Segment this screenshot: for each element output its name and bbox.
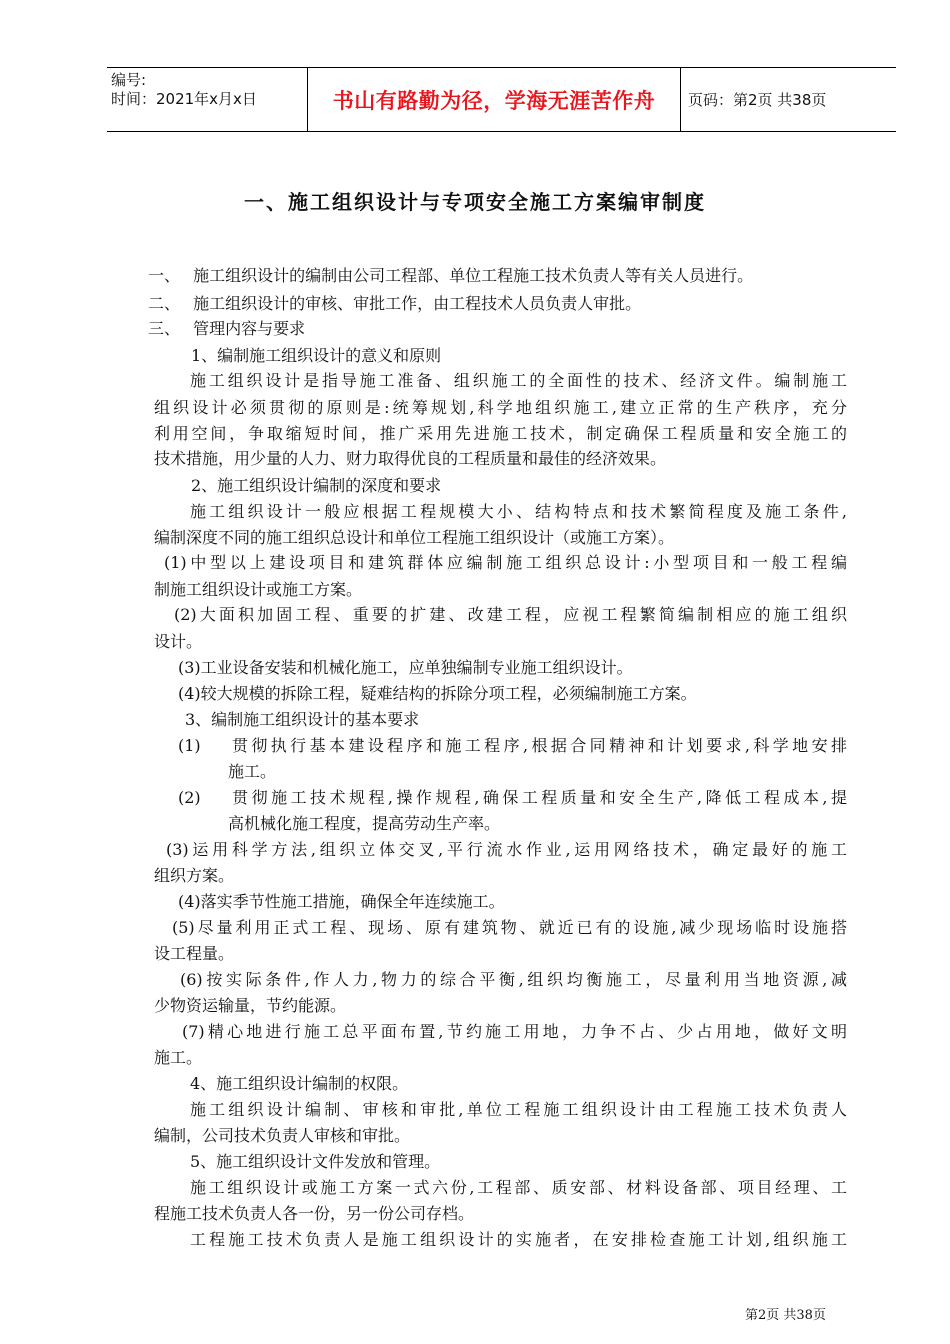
body-line: (1) 贯彻执行基本建设程序和施工程序,根据合同精神和计划要求,科学地安排: [178, 736, 847, 755]
body-line: 5、施工组织设计文件发放和管理。: [190, 1152, 441, 1171]
body-line: 利用空间，争取缩短时间，推广采用先进施工技术，制定确保工程质量和安全施工的: [154, 424, 847, 443]
body-line: (5)尽量利用正式工程、现场、原有建筑物、就近已有的设施,减少现场临时设施搭: [172, 918, 847, 937]
body-line: 设工程量。: [154, 944, 235, 963]
body-line: 一、 施工组织设计的编制由公司工程部、单位工程施工技术负责人等有关人员进行。: [148, 266, 754, 285]
body-line: 组织方案。: [154, 866, 235, 885]
body-line: 三、 管理内容与要求: [148, 319, 306, 338]
page-footer: 第2页 共38页: [745, 1308, 826, 1323]
body-line: 制施工组织设计或施工方案。: [154, 580, 363, 599]
body-line: (6)按实际条件,作人力,物力的综合平衡,组织均衡施工，尽量利用当地资源,减: [180, 970, 847, 989]
body-line: (2)大面积加固工程、重要的扩建、改建工程，应视工程繁简编制相应的施工组织: [174, 605, 847, 624]
body-line: 4、施工组织设计编制的权限。: [190, 1074, 409, 1093]
body-line: 施工。: [154, 1048, 203, 1067]
body-line: 二、 施工组织设计的审核、审批工作，由工程技术人员负责人审批。: [148, 294, 642, 313]
body-line: 施工组织设计是指导施工准备、组织施工的全面性的技术、经济文件。编制施工: [190, 371, 847, 390]
doc-number-label: 编号:: [111, 71, 147, 89]
header-meta: [107, 68, 307, 131]
body-line: 少物资运输量，节约能源。: [154, 996, 347, 1015]
body-line: (1)中型以上建设项目和建筑群体应编制施工组织总设计:小型项目和一般工程编: [164, 553, 847, 572]
doc-date-label: 时间：2021年x月x日: [111, 90, 257, 108]
body-line: 高机械化施工程度，提高劳动生产率。: [228, 814, 501, 833]
body-line: (3)运用科学方法,组织立体交叉,平行流水作业,运用网络技术，确定最好的施工: [166, 840, 847, 859]
body-line: (4)较大规模的拆除工程，疑难结构的拆除分项工程，必须编制施工方案。: [178, 684, 697, 703]
header-page-info: 页码：第2页 共38页: [688, 91, 827, 109]
body-line: 施工。: [228, 762, 277, 781]
body-line: 施工组织设计编制、审核和审批,单位工程施工组织设计由工程施工技术负责人: [190, 1100, 847, 1119]
body-line: 施工组织设计一般应根据工程规模大小、结构特点和技术繁简程度及施工条件,: [190, 502, 847, 521]
body-line: 程施工技术负责人各一份，另一份公司存档。: [154, 1204, 475, 1223]
body-line: 编制，公司技术负责人审核和审批。: [154, 1126, 411, 1145]
header-motto: 书山有路勤为径，学海无涯苦作舟: [307, 68, 681, 131]
body-line: 编制深度不同的施工组织总设计和单位工程施工组织设计（或施工方案）。: [154, 528, 675, 547]
body-line: 工程施工技术负责人是施工组织设计的实施者，在安排检查施工计划,组织施工: [190, 1230, 847, 1249]
page-header: [107, 67, 896, 132]
body-line: (7)精心地进行施工总平面布置,节约施工用地，力争不占、少占用地，做好文明: [182, 1022, 847, 1041]
body-line: (3)工业设备安装和机械化施工，应单独编制专业施工组织设计。: [178, 658, 633, 677]
body-line: 3、编制施工组织设计的基本要求: [185, 710, 420, 729]
body-line: 设计。: [154, 632, 203, 651]
body-line: (2) 贯彻施工技术规程,操作规程,确保工程质量和安全生产,降低工程成本,提: [178, 788, 847, 807]
body-line: 2、施工组织设计编制的深度和要求: [191, 476, 442, 495]
document-title: 一、施工组织设计与专项安全施工方案编审制度: [244, 190, 706, 214]
body-line: 施工组织设计或施工方案一式六份,工程部、质安部、材料设备部、项目经理、工: [190, 1178, 847, 1197]
body-line: (4)落实季节性施工措施，确保全年连续施工。: [178, 892, 505, 911]
body-line: 1、编制施工组织设计的意义和原则: [191, 346, 442, 365]
body-line: 技术措施，用少量的人力、财力取得优良的工程质量和最佳的经济效果。: [154, 449, 667, 468]
body-line: 组织设计必须贯彻的原则是:统筹规划,科学地组织施工,建立正常的生产秩序，充分: [154, 398, 847, 417]
